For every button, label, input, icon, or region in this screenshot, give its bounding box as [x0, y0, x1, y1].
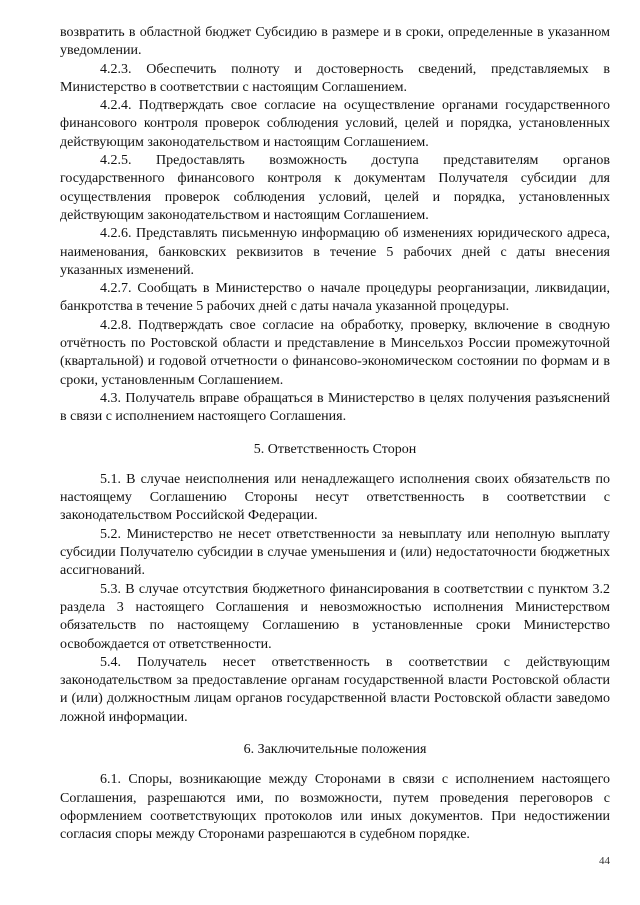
paragraph-4-2-7: 4.2.7. Сообщать в Министерство о начале процедуры реорганизации, ликвидации, банкротства в течение 5 рабочих дней с даты начала указанной процедуры. [60, 281, 610, 315]
section-5-heading: 5. Ответственность Сторон [253, 441, 417, 457]
paragraph-4-2-4: 4.2.4. Подтверждать свое согласие на осуществление органами государственного финансового контроля проверок соблюдения условий, целей и порядка, установленных действующим законодательством и настоящим Соглашением. [60, 98, 610, 150]
paragraph-4-3: 4.3. Получатель вправе обращаться в Министерство в целях получения разъяснений в связи с исполнением настоящего Соглашения. [60, 390, 610, 425]
paragraph-5-3: 5.3. В случае отсутствия бюджетного финансирования в соответствии с пунктом 3.2 раздела 3 настоящего Соглашения и невозможностью исполнения Министерством обязательств по настоящему Соглашению в установленные сроки Министерство освобождается от ответственности. [60, 581, 610, 652]
paragraph-4-2-8: 4.2.8. Подтверждать свое согласие на обработку, проверку, включение в сводную отчётность по Ростовской области и представление в Минсельхоз России промежуточной (квартальной) и годовой отчетности о финансово-экономическом состоянии по формам и в сроки, установленным Соглашением. [60, 317, 610, 388]
paragraph-4-2-6: 4.2.6. Представлять письменную информацию об изменениях юридического адреса, наименования, банковских реквизитов в течение 5 рабочих дней с даты внесения указанных изменений. [60, 226, 610, 278]
paragraph-4-2-3: 4.2.3. Обеспечить полноту и достоверность сведений, представляемых в Министерство в соответствии с настоящим Соглашением. [60, 61, 610, 95]
paragraph-5-2: 5.2. Министерство не несет ответственности за невыплату или неполную выплату субсидии Получателю субсидии в случае уменьшения и (или) недостаточности бюджетных ассигнований. [60, 526, 610, 579]
paragraph-5-1: 5.1. В случае неисполнения или ненадлежащего исполнения своих обязательств по настоящему Соглашению Стороны несут ответственность в соответствии с законодательством Российской Федерации. [60, 471, 610, 524]
section-6-heading: 6. Заключительные положения [243, 741, 427, 757]
paragraph-continuation: возвратить в областной бюджет Субсидию в размере и в сроки, определенные в указанном уведомлении. [60, 25, 610, 59]
paragraph-5-4: 5.4. Получатель несет ответственность в соответствии с действующим законодательством за предоставление органам государственной власти Ростовской области и (или) должностным лицам органов государственной власти Ростовской области заведомо ложной информации. [60, 654, 610, 725]
paragraph-6-1: 6.1. Споры, возникающие между Сторонами в связи с исполнением настоящего Соглашения, разрешаются ими, по возможности, путем проведения переговоров с оформлением соответствующих протоколов или иных документов. При недостижении согласия споры между Сторонами разрешаются в судебном порядке. [60, 772, 610, 843]
document-page [60, 24, 610, 844]
paragraph-4-2-5: 4.2.5. Предоставлять возможность доступа представителям органов государственного финансового контроля к документам Получателя субсидии для осуществления проверок соблюдения условий, целей и порядка, установленных действующим законодательством и настоящим Соглашением. [60, 153, 610, 223]
page-number: 44 [599, 855, 610, 867]
